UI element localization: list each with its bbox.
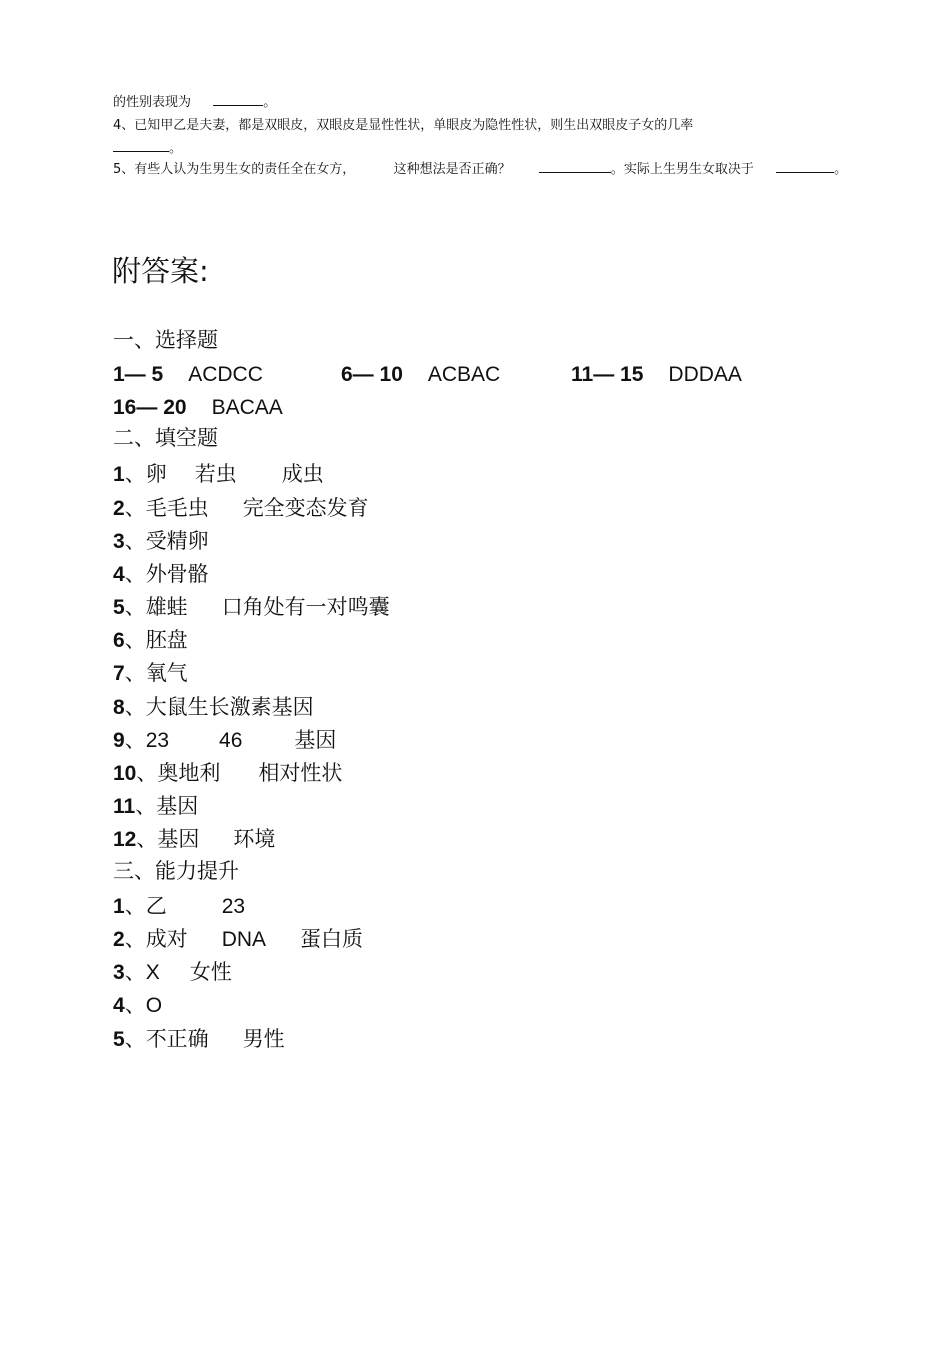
answer-text: 成虫 xyxy=(281,462,324,486)
question-5-part-a: 5、有些人认为生男生女的责任全在女方， xyxy=(113,162,356,177)
answer-text: 基因 xyxy=(294,728,337,752)
fill-answer xyxy=(113,693,314,722)
answer-text: 若虫 xyxy=(194,462,237,486)
item-number: 8 xyxy=(113,696,125,719)
item-number: 2 xyxy=(113,497,125,520)
separator: 、 xyxy=(124,462,146,486)
answer-text: X xyxy=(145,961,160,984)
period: 。 xyxy=(169,141,183,156)
mc-answer: ACBAC xyxy=(427,363,501,386)
separator: 、 xyxy=(124,993,146,1017)
section-ability: 三、能力提升 xyxy=(113,859,239,883)
answer-text: 23 xyxy=(221,895,246,918)
answer-text: 外骨骼 xyxy=(145,562,209,586)
fill-answer xyxy=(113,560,209,589)
item-number: 1 xyxy=(113,463,125,486)
answer-text: 大鼠生长激素基因 xyxy=(145,695,314,719)
separator: 、 xyxy=(124,562,146,586)
fill-answer xyxy=(113,527,209,556)
answer-text: DNA xyxy=(221,928,267,951)
period: 。 xyxy=(263,95,277,110)
separator: 、 xyxy=(135,794,157,818)
mc-answers-row-2 xyxy=(113,394,283,422)
item-number: 10 xyxy=(113,762,137,785)
answer-text: 口角处有一对鸣囊 xyxy=(221,595,390,619)
answer-text: 46 xyxy=(219,729,243,752)
item-number: 7 xyxy=(113,662,125,685)
answer-blank xyxy=(213,94,263,106)
item-number: 9 xyxy=(113,729,125,752)
answer-text: 完全变态发育 xyxy=(242,496,369,520)
separator: 、 xyxy=(124,960,146,984)
question-4 xyxy=(113,118,693,134)
question-3-tail xyxy=(113,94,276,111)
fill-answer xyxy=(113,825,275,854)
item-number: 5 xyxy=(113,596,125,619)
item-number: 3 xyxy=(113,530,125,553)
mc-answer: DDDAA xyxy=(668,363,742,386)
separator: 、 xyxy=(124,728,146,752)
answer-text: 毛毛虫 xyxy=(145,496,209,520)
answer-blank xyxy=(113,140,169,152)
item-number: 4 xyxy=(113,994,125,1017)
answer-blank xyxy=(776,161,834,173)
fill-answer xyxy=(113,659,188,688)
question-5-part-b: 这种想法是否正确？ xyxy=(393,162,511,177)
answers-title: 附答案: xyxy=(112,254,209,288)
item-number: 5 xyxy=(113,1028,125,1051)
fill-answer xyxy=(113,593,390,622)
separator: 、 xyxy=(124,1027,146,1051)
fill-answer xyxy=(113,759,342,788)
ability-answer xyxy=(113,892,245,921)
mc-range: 16— 20 xyxy=(113,396,187,419)
answer-text: 胚盘 xyxy=(145,628,188,652)
question-5 xyxy=(113,161,847,178)
answer-text: 相对性状 xyxy=(258,761,343,785)
answer-blank xyxy=(539,161,611,173)
mc-range: 11— 15 xyxy=(571,363,644,386)
answer-text: 蛋白质 xyxy=(300,927,364,951)
fill-answer xyxy=(113,494,369,523)
item-number: 1 xyxy=(113,895,125,918)
answer-text: 男性 xyxy=(242,1027,285,1051)
separator: 、 xyxy=(124,661,146,685)
answer-text: 成对 xyxy=(145,927,188,951)
answer-text: 雄蛙 xyxy=(145,595,188,619)
answer-text: O xyxy=(145,994,163,1017)
separator: 、 xyxy=(124,695,146,719)
mc-answer: BACAA xyxy=(211,396,283,419)
answer-text: 奥地利 xyxy=(157,761,221,785)
question-4-text: 4、已知甲乙是夫妻，都是双眼皮，双眼皮是显性性状，单眼皮为隐性性状，则生出双眼皮子女的几率 xyxy=(113,118,694,133)
separator: 、 xyxy=(124,628,146,652)
answer-text: 23 xyxy=(145,729,170,752)
separator: 、 xyxy=(136,827,158,851)
item-number: 4 xyxy=(113,563,125,586)
item-number: 2 xyxy=(113,928,125,951)
answer-text: 受精卵 xyxy=(145,529,209,553)
separator: 、 xyxy=(124,595,146,619)
question-3-text: 的性别表现为 xyxy=(113,95,192,110)
separator: 、 xyxy=(124,894,146,918)
ability-answer xyxy=(113,991,162,1020)
separator: 、 xyxy=(136,761,158,785)
separator: 、 xyxy=(124,529,146,553)
ability-answer xyxy=(113,1025,285,1054)
question-4-blank-line xyxy=(113,140,182,157)
answer-text: 基因 xyxy=(157,827,200,851)
fill-answer xyxy=(113,792,198,821)
item-number: 12 xyxy=(113,828,137,851)
item-number: 6 xyxy=(113,629,125,652)
answer-text: 环境 xyxy=(233,827,276,851)
answer-text: 卵 xyxy=(145,462,167,486)
separator: 、 xyxy=(124,496,146,520)
item-number: 11 xyxy=(113,795,136,818)
mc-range: 6— 10 xyxy=(341,363,403,386)
separator: 、 xyxy=(124,927,146,951)
section-fill-in: 二、填空题 xyxy=(113,426,218,450)
fill-answer xyxy=(113,626,188,655)
mc-answer: ACDCC xyxy=(188,363,263,386)
question-5-part-c: 。实际上生男生女取决于 xyxy=(610,162,754,177)
mc-range: 1— 5 xyxy=(113,363,164,386)
ability-answer xyxy=(113,958,232,987)
answer-text: 氧气 xyxy=(145,661,188,685)
fill-answer xyxy=(113,726,336,755)
answer-text: 基因 xyxy=(156,794,199,818)
fill-answer xyxy=(113,460,324,489)
answer-text: 不正确 xyxy=(145,1027,209,1051)
answer-text: 女性 xyxy=(189,960,232,984)
period: 。 xyxy=(834,162,848,177)
item-number: 3 xyxy=(113,961,125,984)
section-multiple-choice: 一、选择题 xyxy=(113,328,218,352)
ability-answer xyxy=(113,925,363,954)
answer-text: 乙 xyxy=(145,894,167,918)
